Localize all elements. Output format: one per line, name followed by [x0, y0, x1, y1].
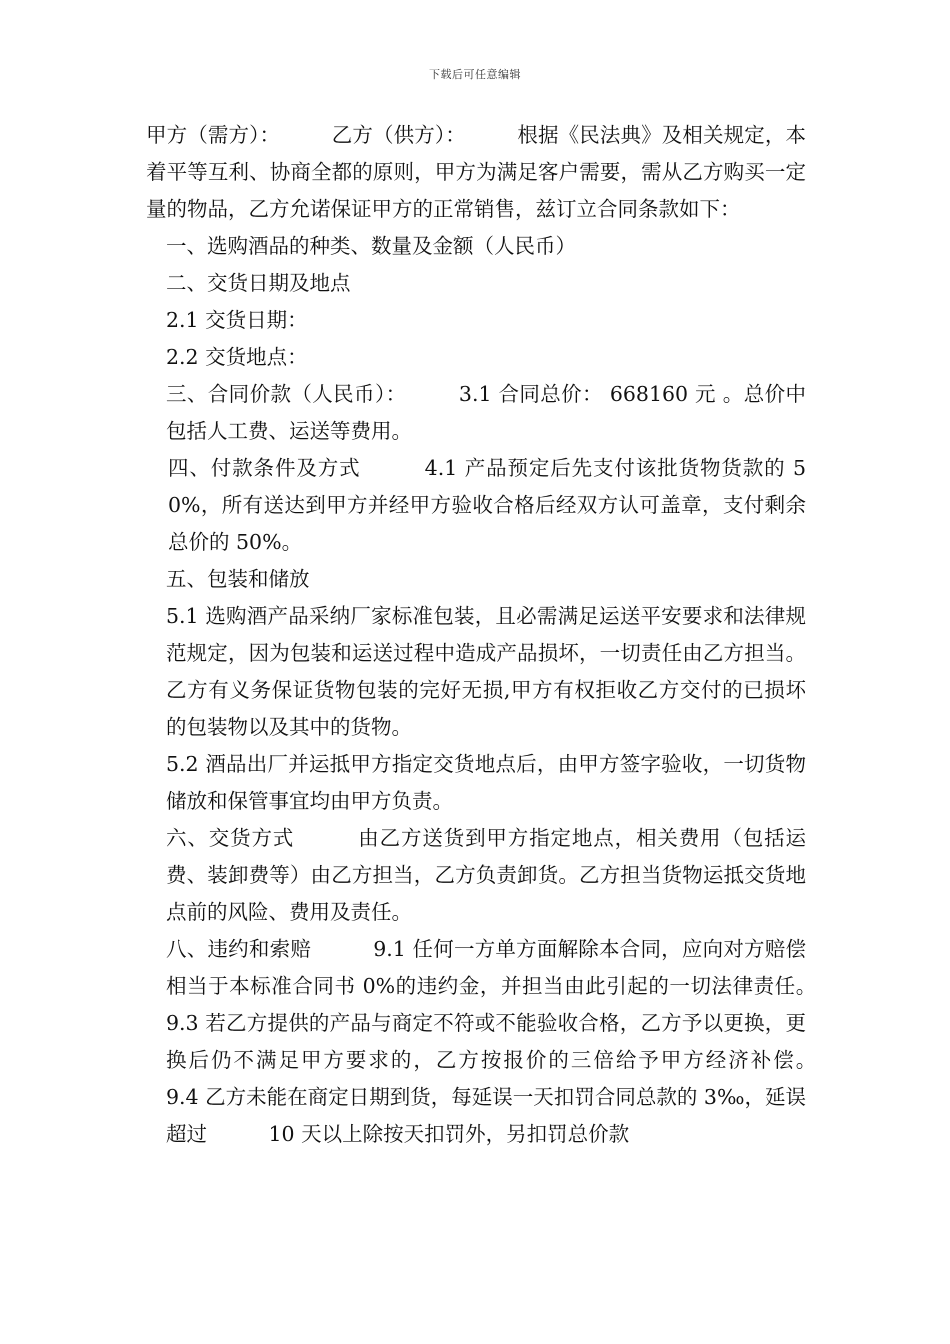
clause-5-1: 5.1 选购酒产品采纳厂家标准包装，且必需满足运送平安要求和法律规范规定，因为包装和运送过程中造成产品损坏，一切责任由乙方担当。乙方有义务保证货物包装的完好无损,甲方有权拒收乙方交付的已损坏的包装物以及其中的货物。: [166, 604, 806, 739]
header-note: 下载后可任意编辑: [429, 68, 521, 81]
clause-2-2: 2.2 交货地点：: [166, 345, 308, 369]
section-8-paragraph: 八、违约和索赔 9.1 任何一方单方面解除本合同，应向对方赔偿相当于本标准合同书 0%的违约金，并担当由此引起的一切法律责任。 9.3 若乙方提供的产品与商定不符或不能验收合格，乙方予以更换，更换后仍不满足甲方要求的，乙方按报价的三倍给予甲方经济补偿。 9.4 乙方未能在商定日期到货，每延误一天扣罚合同总款的 3‰，延误超过 10 天以上除按天扣罚外，另扣罚总价款: [166, 937, 868, 1146]
section-2-heading: 二、交货日期及地点: [166, 271, 351, 295]
contract-body: [146, 117, 868, 1153]
section-5-heading: 五、包装和储放: [166, 567, 310, 591]
section-1-heading: 一、选购酒品的种类、数量及金额（人民币）: [166, 234, 576, 258]
section-3-paragraph: 三、合同价款（人民币）： 3.1 合同总价： 668160 元 。总价中包括人工费、运送等费用。: [166, 382, 806, 443]
section-4-paragraph: 四、付款条件及方式 4.1 产品预定后先支付该批货物货款的 50%，所有送达到甲方并经甲方验收合格后经双方认可盖章，支付剩余总价的 50%。: [168, 456, 806, 554]
clause-5-2: 5.2 酒品出厂并运抵甲方指定交货地点后，由甲方签字验收，一切货物储放和保管事宜均由甲方负责。: [166, 752, 806, 813]
clause-2-1: 2.1 交货日期：: [166, 308, 308, 332]
section-6-paragraph: 六、交货方式 由乙方送货到甲方指定地点，相关费用（包括运费、装卸费等）由乙方担当，乙方负责卸货。乙方担当货物运抵交货地点前的风险、费用及责任。: [166, 826, 806, 924]
intro-paragraph: 甲方（需方）： 乙方（供方）： 根据《民法典》及相关规定，本着平等互利、协商全都的原则，甲方为满足客户需要，需从乙方购买一定量的物品，乙方允诺保证甲方的正常销售，兹订立合同条款如下：: [146, 123, 806, 221]
